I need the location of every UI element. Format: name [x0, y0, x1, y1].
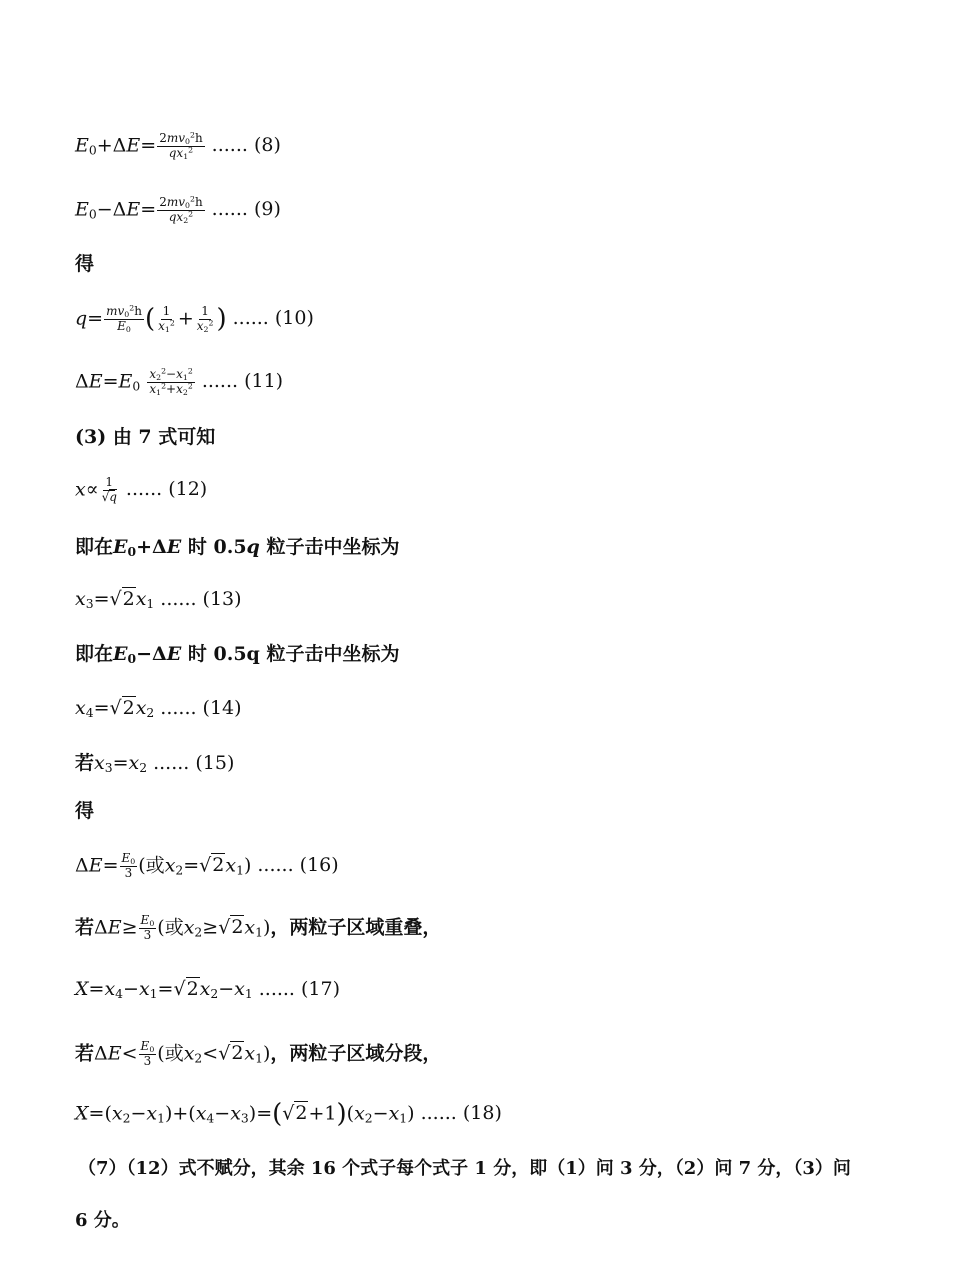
equation-tag: ...... (11): [201, 370, 284, 393]
equation-tag: ...... (13): [160, 588, 242, 610]
condition-segment: 若ΔE< $\frac{E_0}{3}$ (或$x_2<√2x_1$)，两粒子区域分段，: [75, 1039, 442, 1068]
text: 时 0.5q 粒子击中坐标为: [187, 643, 400, 665]
equation-tag: ...... (12): [125, 478, 208, 501]
condition-overlap: 若ΔE≥ $\frac{E_0}{3}$ (或$x_2\ge√2x_1$)，两粒子区域重叠，: [75, 913, 442, 942]
equation-tag: ...... (17): [258, 978, 341, 1000]
equation-14: $x_4=√2x_2$ ...... (14): [75, 697, 242, 721]
equation-10: q= $\frac{mv_0^2h}{E_0}$ ( $\frac{1}{x_1^2}$ + $\frac{1}{x_2^2}$ ) ...... (10): [75, 303, 314, 334]
fraction: $\frac{E_0}{3}$: [140, 913, 155, 942]
text-de: 得: [75, 800, 95, 822]
fraction: $\frac{E_0}{3}$: [140, 1039, 155, 1068]
text: 若: [75, 1042, 95, 1065]
text: (或: [138, 854, 165, 877]
equation-9: $E_0-\Delta E=$ $\frac{2mv_0^2h}{qx_2^2}$ ...... (9): [75, 194, 281, 225]
text: 若: [75, 916, 95, 939]
text-line-14-intro: 即在$E_0-\Delta E$ 时 0.5q 粒子击中坐标为: [75, 643, 400, 667]
equation-tag: ...... (10): [232, 307, 314, 330]
text: 粒子击中坐标为: [266, 536, 400, 558]
equation-tag: ...... (18): [420, 1102, 502, 1125]
equation-8: $E_0+\Delta E=$ $\frac{2mv_0^2h}{qx_1^2}$ ...... (8): [75, 130, 281, 161]
fraction: $\frac{2mv_0^2h}{qx_2^2}$: [159, 194, 203, 225]
equation-tag: ...... (14): [160, 697, 242, 719]
equation-11: $\Delta E=E_0$ $\frac{x_2^2-x_1^2}{x_1^2+x_2^2}$ ...... (11): [75, 366, 284, 397]
equation-tag: ...... (16): [257, 854, 339, 877]
equation-tag: ...... (8): [211, 134, 281, 157]
text: 即在: [75, 643, 114, 665]
text: 即在: [75, 536, 114, 558]
equation-tag: ...... (9): [211, 198, 281, 221]
equation-12: x∝ $\frac{1}{√q}$ ...... (12): [75, 475, 208, 504]
equation-tag: ...... (15): [153, 752, 235, 774]
grading-note-line-2: 6 分。: [75, 1210, 130, 1231]
fraction: $\frac{mv_0^2h}{E_0}$: [106, 303, 142, 334]
equation-18: $X=(x_2-x_1)+(x_4-x_3)=(√2+1)(x_2-x_1)$ ...... (18): [75, 1099, 502, 1129]
fraction: $\frac{1}{√q}$: [101, 475, 117, 504]
fraction: $\frac{2mv_0^2h}{qx_1^2}$: [159, 130, 203, 161]
text: ，两粒子区域重叠，: [270, 916, 442, 939]
equation-13: $x_3=√2x_1$ ...... (13): [75, 588, 242, 612]
text-line-13-intro: 即在$E_0+\Delta E$ 时 0.5q 粒子击中坐标为: [75, 536, 400, 560]
grading-note-line-1: （7）（12）式不赋分，其余 16 个式子每个式子 1 分，即（1）问 3 分，（2）问 7 分，（3）问: [78, 1158, 851, 1179]
text: 若: [75, 752, 95, 774]
part-3-heading: (3) 由 7 式可知: [75, 426, 216, 448]
equation-17: $X=x_4-x_1=√2x_2-x_1$ ...... (17): [75, 978, 341, 1002]
text: (或: [157, 916, 184, 939]
fraction: $\frac{x_2^2-x_1^2}{x_1^2+x_2^2}$: [149, 366, 193, 397]
text-de: 得: [75, 253, 95, 275]
text: ，两粒子区域分段，: [270, 1042, 442, 1065]
equation-15: 若$x_3=x_2$ ...... (15): [75, 752, 235, 776]
equation-16: ΔE= $\frac{E_0}{3}$ (或$x_2=√2x_1$) ...... (16): [75, 851, 339, 880]
text: 时 0.5: [187, 536, 247, 558]
fraction: $\frac{1}{x_2^2}$: [196, 304, 214, 334]
fraction: $\frac{E_0}{3}$: [121, 851, 136, 880]
text: (或: [157, 1042, 184, 1065]
fraction: $\frac{1}{x_1^2}$: [158, 304, 175, 334]
